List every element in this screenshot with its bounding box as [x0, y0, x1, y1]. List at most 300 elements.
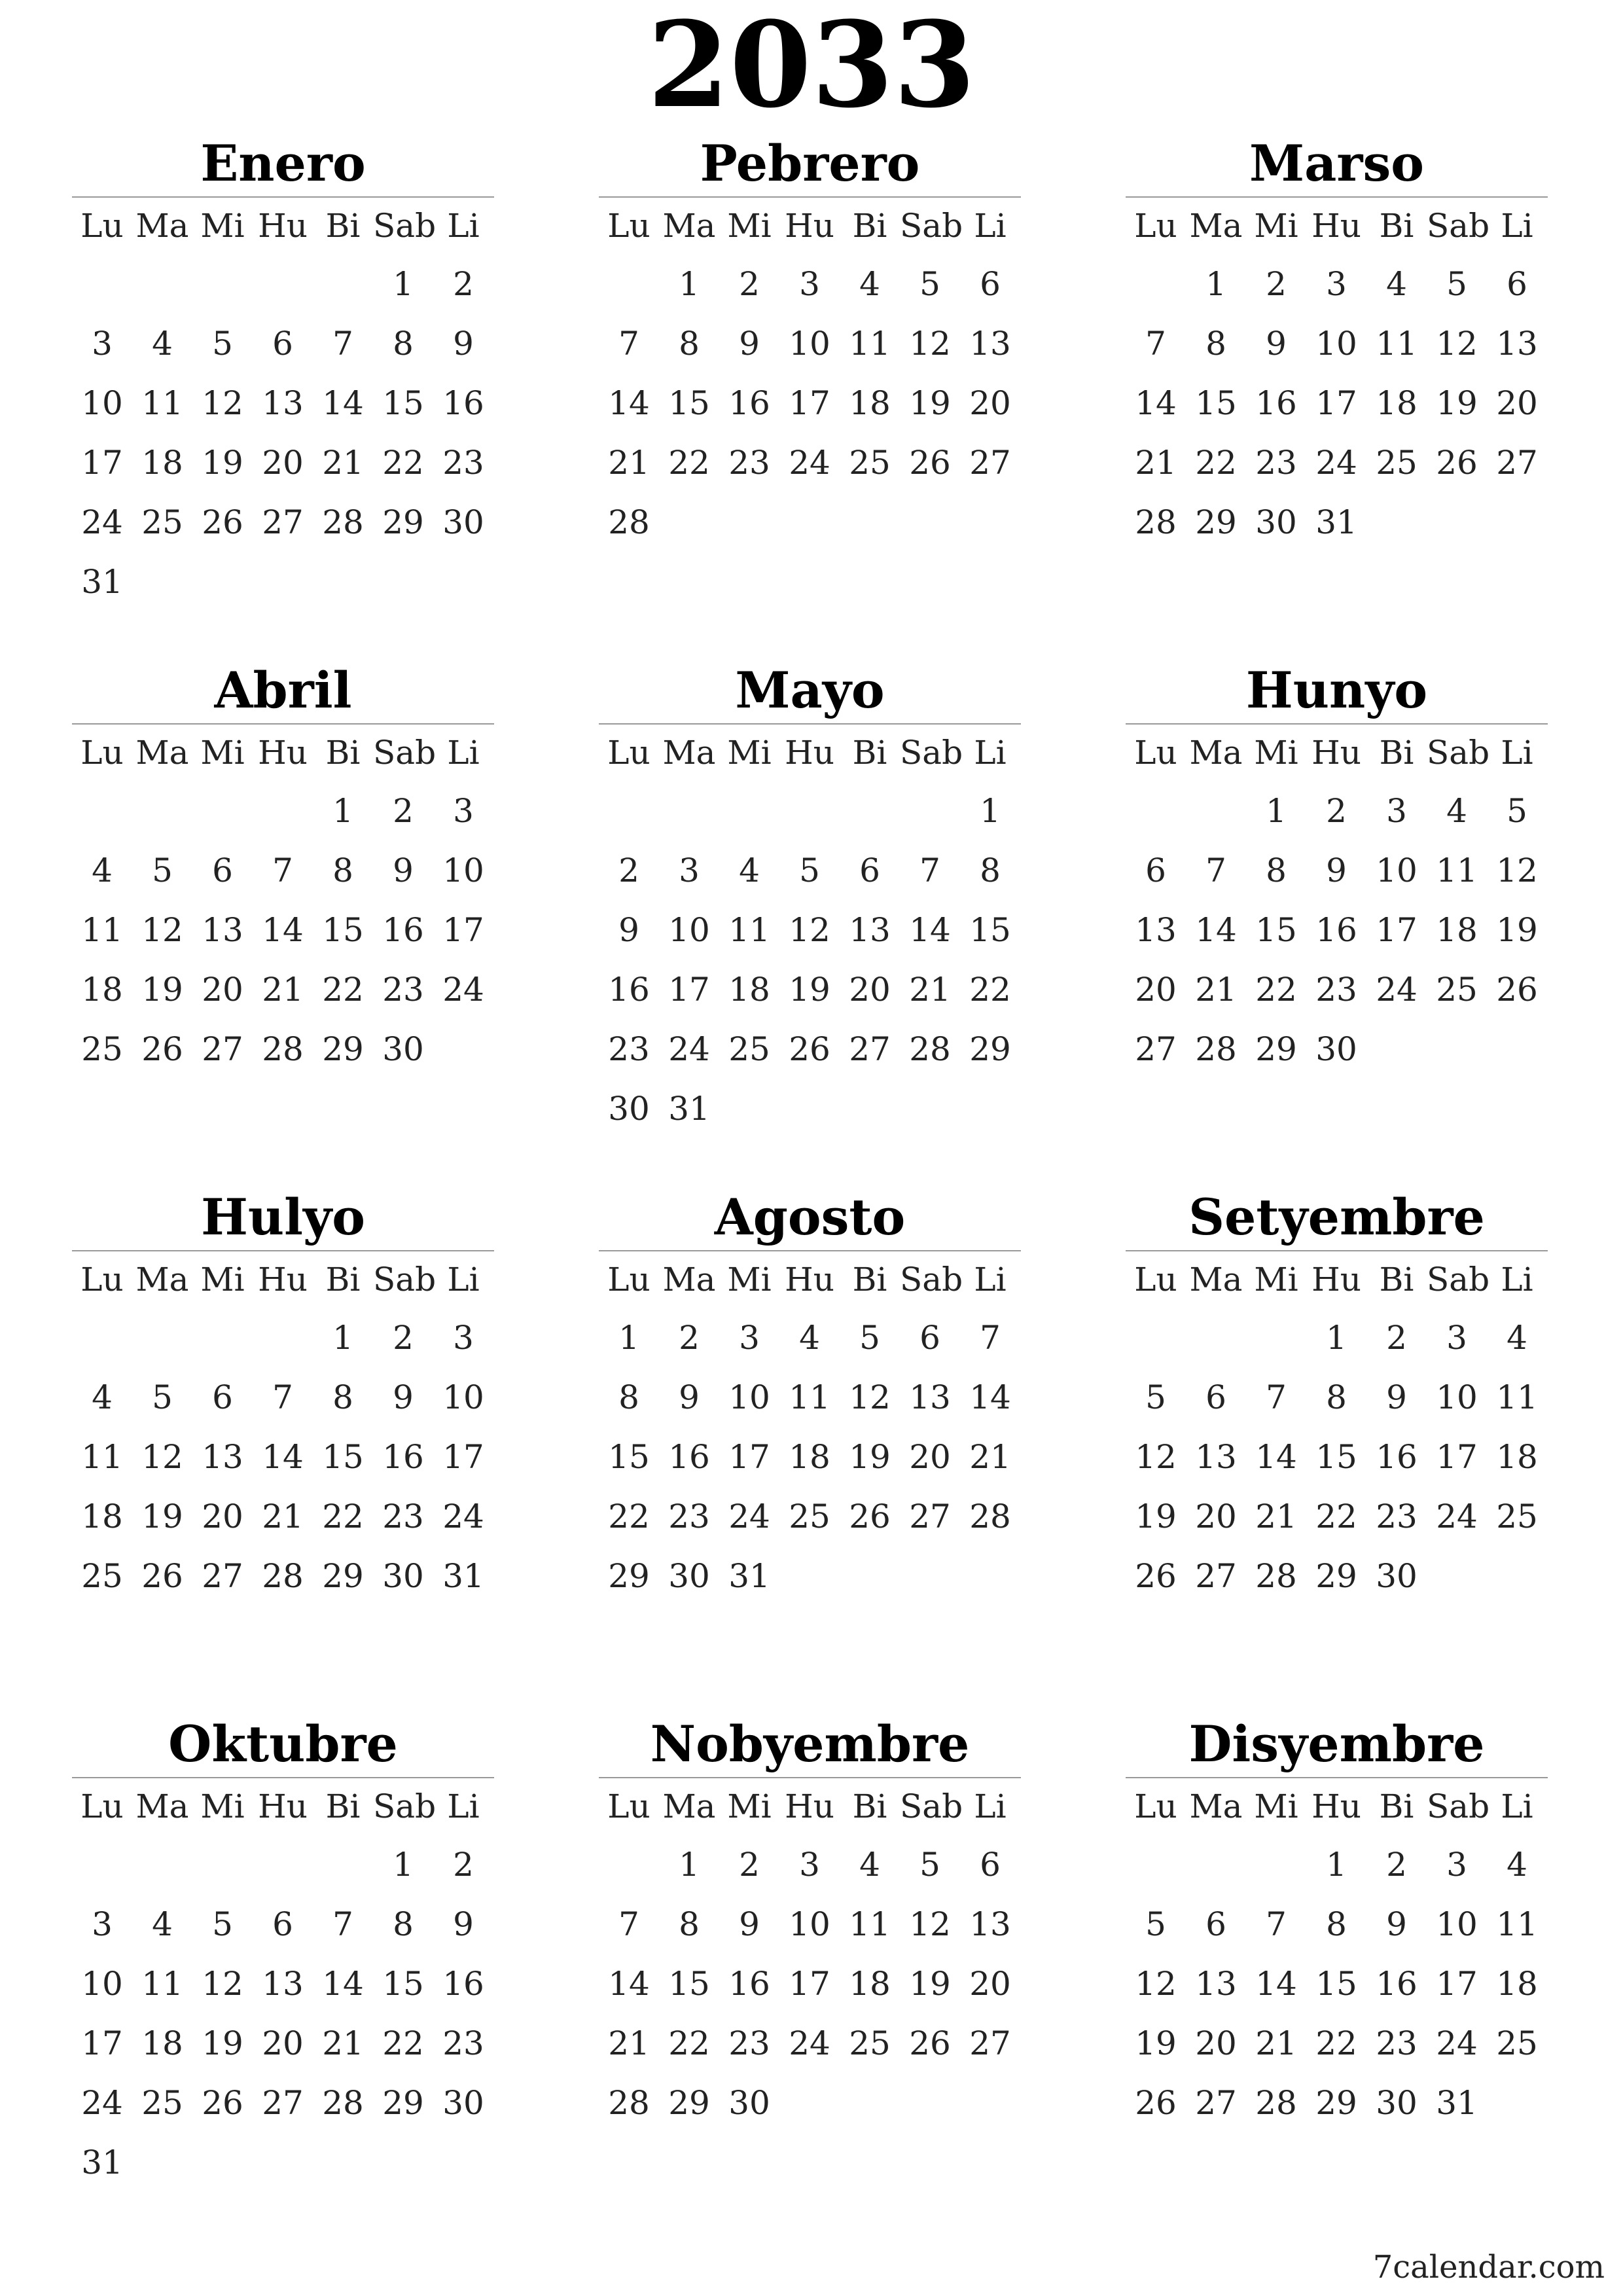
day-cell — [253, 1835, 313, 1895]
day-cell: 19 — [849, 1438, 891, 1476]
day-cell: 6 — [980, 1846, 1001, 1884]
weekday-label: Sab — [1427, 734, 1490, 772]
day-cell: 14 — [262, 1438, 304, 1476]
day-cell: 15 — [1315, 1965, 1357, 2003]
day-cell: 11 — [1496, 1378, 1538, 1416]
week-row — [72, 2073, 494, 2133]
day-cell: 5 — [919, 265, 940, 303]
day-cell: 30 — [608, 1090, 650, 1128]
day-cell: 29 — [382, 503, 424, 541]
day-cell: 10 — [81, 1965, 123, 2003]
day-cell: 16 — [1376, 1965, 1418, 2003]
day-cell: 27 — [1135, 1030, 1177, 1068]
day-cell — [840, 493, 900, 552]
day-cell: 10 — [668, 911, 710, 949]
week-row — [599, 841, 1021, 901]
day-cell: 15 — [1315, 1438, 1357, 1476]
day-cell: 16 — [728, 384, 770, 422]
day-cell: 17 — [668, 971, 710, 1009]
day-cell — [313, 552, 373, 612]
day-cell: 18 — [789, 1438, 830, 1476]
week-row — [599, 2073, 1021, 2133]
day-cell: 3 — [1446, 1319, 1467, 1357]
day-cell: 21 — [322, 444, 364, 482]
day-cell: 4 — [739, 852, 760, 889]
day-cell — [1186, 1308, 1246, 1368]
day-cell: 19 — [202, 2024, 243, 2062]
weekday-label: Sab — [900, 207, 963, 245]
day-cell: 26 — [1135, 1557, 1177, 1595]
day-cell: 3 — [739, 1319, 760, 1357]
day-cell: 2 — [393, 1319, 414, 1357]
day-cell: 8 — [618, 1378, 639, 1416]
day-cell: 19 — [909, 384, 951, 422]
day-cell — [719, 1079, 779, 1139]
day-cell: 1 — [393, 265, 414, 303]
day-cell: 10 — [1315, 325, 1357, 363]
day-cell — [659, 781, 719, 841]
weekday-label: Lu — [80, 1787, 124, 1825]
day-cell: 3 — [799, 1846, 820, 1884]
day-cell: 29 — [1315, 1557, 1357, 1595]
week-row — [599, 255, 1021, 314]
weekday-header-row — [599, 198, 1021, 255]
day-cell — [433, 1020, 493, 1079]
day-cell: 17 — [1436, 1965, 1478, 2003]
day-cell — [599, 255, 659, 314]
day-cell: 18 — [1496, 1965, 1538, 2003]
day-cell: 16 — [1255, 384, 1297, 422]
month-block — [599, 1185, 1021, 1606]
day-cell — [1126, 255, 1186, 314]
day-cell — [779, 781, 840, 841]
weekday-label: Li — [1501, 1787, 1533, 1825]
day-cell: 12 — [202, 384, 243, 422]
week-row — [1126, 1895, 1548, 1954]
weekday-label: Li — [974, 1787, 1007, 1825]
day-cell: 5 — [859, 1319, 880, 1357]
weekday-label: Li — [447, 734, 480, 772]
week-row — [599, 1547, 1021, 1606]
weekday-header-row — [599, 1251, 1021, 1308]
day-cell — [132, 1308, 192, 1368]
day-cell — [373, 552, 433, 612]
day-cell: 8 — [1326, 1378, 1347, 1416]
week-row — [1126, 493, 1548, 552]
weekday-label: Hu — [785, 207, 834, 245]
day-cell: 17 — [442, 911, 484, 949]
day-cell: 7 — [1266, 1905, 1287, 1943]
weekday-label: Mi — [200, 734, 245, 772]
week-row — [72, 1487, 494, 1547]
day-cell: 7 — [618, 1905, 639, 1943]
day-cell: 29 — [969, 1030, 1011, 1068]
day-cell: 10 — [1436, 1378, 1478, 1416]
week-row — [599, 960, 1021, 1020]
day-cell: 5 — [212, 1905, 233, 1943]
weekday-label: Mi — [1254, 1261, 1298, 1299]
day-cell: 4 — [859, 265, 880, 303]
day-cell: 30 — [728, 2084, 770, 2122]
weekday-label: Mi — [200, 207, 245, 245]
day-cell: 23 — [1376, 1498, 1418, 1535]
week-row — [599, 901, 1021, 960]
day-cell: 24 — [789, 444, 830, 482]
day-cell: 12 — [1135, 1438, 1177, 1476]
day-cell: 23 — [1315, 971, 1357, 1009]
week-row — [599, 314, 1021, 374]
month-block — [72, 1712, 494, 2193]
day-cell: 29 — [1315, 2084, 1357, 2122]
weekday-label: Mi — [1254, 1787, 1298, 1825]
weekday-label: Lu — [607, 1787, 651, 1825]
weekday-label: Bi — [325, 734, 361, 772]
day-cell: 25 — [1496, 1498, 1538, 1535]
week-row — [599, 781, 1021, 841]
day-cell: 3 — [453, 1319, 474, 1357]
day-cell: 8 — [980, 852, 1001, 889]
day-cell: 6 — [1145, 852, 1166, 889]
day-cell: 14 — [1195, 911, 1237, 949]
weekday-label: Bi — [325, 1261, 361, 1299]
weekday-label: Sab — [373, 1787, 437, 1825]
day-cell: 6 — [859, 852, 880, 889]
day-cell — [1427, 493, 1487, 552]
week-row — [1126, 1020, 1548, 1079]
week-row — [72, 1895, 494, 1954]
weekday-label: Lu — [80, 734, 124, 772]
day-cell: 2 — [618, 852, 639, 889]
day-cell: 13 — [1135, 911, 1177, 949]
day-cell: 20 — [1195, 2024, 1237, 2062]
day-cell: 12 — [1496, 852, 1538, 889]
month-block — [72, 131, 494, 612]
day-cell: 16 — [382, 1438, 424, 1476]
day-cell: 24 — [728, 1498, 770, 1535]
week-row — [599, 493, 1021, 552]
day-cell: 10 — [789, 325, 830, 363]
day-cell: 11 — [789, 1378, 830, 1416]
day-cell — [779, 2073, 840, 2133]
day-cell: 9 — [393, 852, 414, 889]
day-cell: 25 — [81, 1557, 123, 1595]
day-cell — [1366, 493, 1427, 552]
month-name: Mayo — [735, 661, 885, 719]
week-row — [1126, 374, 1548, 433]
day-cell: 15 — [668, 1965, 710, 2003]
day-cell: 18 — [849, 1965, 891, 2003]
weekday-header-row — [1126, 1778, 1548, 1835]
month-block — [1126, 1185, 1548, 1606]
day-cell: 5 — [1446, 265, 1467, 303]
weekday-label: Ma — [662, 734, 716, 772]
day-cell: 6 — [212, 852, 233, 889]
day-cell: 19 — [141, 971, 183, 1009]
weekday-label: Sab — [373, 734, 437, 772]
day-cell: 15 — [382, 1965, 424, 2003]
week-row — [1126, 1427, 1548, 1487]
weekday-label: Ma — [662, 207, 716, 245]
day-cell: 7 — [618, 325, 639, 363]
day-cell: 16 — [1315, 911, 1357, 949]
weekday-label: Li — [447, 1787, 480, 1825]
week-row — [72, 1547, 494, 1606]
weekday-label: Bi — [1379, 207, 1414, 245]
day-cell: 11 — [1496, 1905, 1538, 1943]
day-cell: 30 — [668, 1557, 710, 1595]
day-cell: 12 — [909, 325, 951, 363]
day-cell: 21 — [608, 2024, 650, 2062]
weekday-label: Li — [1501, 1261, 1533, 1299]
weekday-label: Lu — [1134, 734, 1177, 772]
day-cell: 9 — [453, 1905, 474, 1943]
day-cell: 13 — [1195, 1965, 1237, 2003]
weekday-header-row — [1126, 198, 1548, 255]
day-cell: 8 — [1266, 852, 1287, 889]
week-row — [1126, 781, 1548, 841]
day-cell: 27 — [202, 1557, 243, 1595]
day-cell: 4 — [152, 325, 173, 363]
day-cell: 29 — [608, 1557, 650, 1595]
day-cell: 27 — [262, 2084, 304, 2122]
day-cell — [192, 1835, 253, 1895]
weekday-label: Li — [974, 1261, 1007, 1299]
day-cell: 21 — [262, 1498, 304, 1535]
day-cell: 11 — [728, 911, 770, 949]
day-cell: 10 — [1376, 852, 1418, 889]
weekday-label: Lu — [1134, 1261, 1177, 1299]
day-cell — [1246, 1835, 1306, 1895]
day-cell: 4 — [1446, 792, 1467, 830]
month-block — [1126, 658, 1548, 1079]
day-cell: 17 — [789, 384, 830, 422]
day-cell: 22 — [382, 2024, 424, 2062]
day-cell: 18 — [849, 384, 891, 422]
day-cell: 18 — [81, 971, 123, 1009]
day-cell: 22 — [668, 2024, 710, 2062]
day-cell: 2 — [453, 1846, 474, 1884]
weekday-label: Bi — [1379, 1787, 1414, 1825]
weekday-label: Li — [447, 1261, 480, 1299]
day-cell: 29 — [1195, 503, 1237, 541]
day-cell: 27 — [969, 444, 1011, 482]
weekday-label: Ma — [662, 1261, 716, 1299]
month-block — [72, 658, 494, 1079]
day-cell: 23 — [1376, 2024, 1418, 2062]
day-cell: 25 — [728, 1030, 770, 1068]
day-cell: 15 — [322, 911, 364, 949]
day-cell: 24 — [81, 2084, 123, 2122]
day-cell: 12 — [1135, 1965, 1177, 2003]
day-cell: 1 — [679, 265, 700, 303]
day-cell: 22 — [1315, 2024, 1357, 2062]
day-cell: 7 — [272, 1378, 293, 1416]
day-cell: 7 — [1205, 852, 1226, 889]
day-cell: 15 — [1255, 911, 1297, 949]
day-cell: 7 — [332, 325, 353, 363]
day-cell: 1 — [980, 792, 1001, 830]
day-cell: 16 — [442, 384, 484, 422]
week-row — [599, 1079, 1021, 1139]
day-cell: 26 — [789, 1030, 830, 1068]
day-cell: 28 — [608, 2084, 650, 2122]
day-cell: 12 — [1436, 325, 1478, 363]
day-cell: 15 — [1195, 384, 1237, 422]
day-cell: 1 — [679, 1846, 700, 1884]
weekday-label: Ma — [135, 734, 189, 772]
day-cell: 15 — [969, 911, 1011, 949]
day-cell: 9 — [393, 1378, 414, 1416]
weekday-label: Sab — [1427, 1787, 1490, 1825]
day-cell: 20 — [969, 1965, 1011, 2003]
day-cell: 17 — [728, 1438, 770, 1476]
weekday-label: Ma — [662, 1787, 716, 1825]
day-cell — [1427, 1547, 1487, 1606]
day-cell — [599, 1835, 659, 1895]
day-cell — [132, 781, 192, 841]
day-cell: 27 — [969, 2024, 1011, 2062]
weekday-label: Bi — [852, 207, 887, 245]
day-cell: 7 — [1145, 325, 1166, 363]
week-row — [599, 433, 1021, 493]
day-cell: 8 — [393, 1905, 414, 1943]
day-cell: 6 — [980, 265, 1001, 303]
day-cell: 12 — [909, 1905, 951, 1943]
day-cell — [779, 1079, 840, 1139]
day-cell: 10 — [1436, 1905, 1478, 1943]
day-cell — [840, 781, 900, 841]
day-cell: 30 — [382, 1030, 424, 1068]
day-cell: 14 — [1255, 1965, 1297, 2003]
week-row — [72, 960, 494, 1020]
day-cell: 6 — [1205, 1378, 1226, 1416]
week-row — [1126, 1368, 1548, 1427]
day-cell: 5 — [1507, 792, 1527, 830]
day-cell — [1186, 781, 1246, 841]
day-cell: 11 — [141, 384, 183, 422]
day-cell: 30 — [1315, 1030, 1357, 1068]
day-cell: 4 — [152, 1905, 173, 1943]
day-cell — [960, 493, 1020, 552]
weekday-header-row — [1126, 725, 1548, 781]
month-name: Abril — [214, 661, 352, 719]
day-cell: 24 — [668, 1030, 710, 1068]
week-row — [72, 1835, 494, 1895]
week-row — [72, 2133, 494, 2193]
month-name: Disyembre — [1188, 1715, 1485, 1773]
day-cell: 9 — [1386, 1905, 1407, 1943]
weekday-label: Bi — [852, 1261, 887, 1299]
day-cell: 18 — [1376, 384, 1418, 422]
day-cell: 4 — [92, 852, 113, 889]
day-cell: 26 — [1496, 971, 1538, 1009]
day-cell: 13 — [202, 911, 243, 949]
day-cell — [1487, 1547, 1547, 1606]
weekday-label: Lu — [80, 207, 124, 245]
weekday-label: Lu — [1134, 1787, 1177, 1825]
day-cell — [779, 493, 840, 552]
day-cell: 23 — [382, 1498, 424, 1535]
day-cell: 21 — [909, 971, 951, 1009]
day-cell: 30 — [1255, 503, 1297, 541]
week-row — [72, 255, 494, 314]
day-cell: 15 — [382, 384, 424, 422]
day-cell: 18 — [728, 971, 770, 1009]
day-cell — [253, 1308, 313, 1368]
day-cell: 16 — [1376, 1438, 1418, 1476]
month-name: Oktubre — [168, 1715, 398, 1773]
day-cell: 13 — [202, 1438, 243, 1476]
day-cell: 17 — [1436, 1438, 1478, 1476]
day-cell: 2 — [679, 1319, 700, 1357]
weekday-label: Hu — [1311, 1261, 1361, 1299]
day-cell: 25 — [1496, 2024, 1538, 2062]
weekday-label: Hu — [785, 1261, 834, 1299]
day-cell: 21 — [322, 2024, 364, 2062]
day-cell: 2 — [1386, 1846, 1407, 1884]
day-cell — [192, 781, 253, 841]
day-cell: 19 — [1135, 1498, 1177, 1535]
weekday-label: Mi — [727, 207, 772, 245]
day-cell: 4 — [799, 1319, 820, 1357]
day-cell: 21 — [1255, 2024, 1297, 2062]
day-cell: 7 — [272, 852, 293, 889]
week-row — [72, 1427, 494, 1487]
day-cell: 11 — [81, 911, 123, 949]
day-cell — [900, 1547, 960, 1606]
day-cell — [900, 1079, 960, 1139]
day-cell: 6 — [212, 1378, 233, 1416]
day-cell: 9 — [1386, 1378, 1407, 1416]
weekday-label: Hu — [785, 734, 834, 772]
day-cell: 17 — [81, 2024, 123, 2062]
day-cell — [313, 1835, 373, 1895]
day-cell: 1 — [618, 1319, 639, 1357]
day-cell: 29 — [322, 1030, 364, 1068]
day-cell: 13 — [1496, 325, 1538, 363]
day-cell: 28 — [969, 1498, 1011, 1535]
weekday-label: Mi — [200, 1787, 245, 1825]
day-cell — [719, 493, 779, 552]
day-cell: 11 — [81, 1438, 123, 1476]
week-row — [599, 1308, 1021, 1368]
weekday-label: Sab — [1427, 1261, 1490, 1299]
week-row — [72, 781, 494, 841]
weekday-header-row — [599, 1778, 1021, 1835]
day-cell: 18 — [141, 444, 183, 482]
day-cell: 27 — [1195, 1557, 1237, 1595]
day-cell — [132, 2133, 192, 2193]
day-cell: 14 — [262, 911, 304, 949]
day-cell: 27 — [262, 503, 304, 541]
day-cell: 15 — [608, 1438, 650, 1476]
day-cell: 23 — [442, 2024, 484, 2062]
day-cell: 1 — [1205, 265, 1226, 303]
day-cell: 1 — [332, 1319, 353, 1357]
day-cell: 24 — [1315, 444, 1357, 482]
day-cell — [72, 1308, 132, 1368]
day-cell: 5 — [212, 325, 233, 363]
day-cell — [1126, 1308, 1186, 1368]
day-cell — [72, 1835, 132, 1895]
day-cell: 21 — [1255, 1498, 1297, 1535]
day-cell — [253, 255, 313, 314]
day-cell — [433, 552, 493, 612]
day-cell: 6 — [1205, 1905, 1226, 1943]
weekday-label: Ma — [1189, 1787, 1243, 1825]
weekday-label: Li — [974, 734, 1007, 772]
day-cell — [960, 1547, 1020, 1606]
